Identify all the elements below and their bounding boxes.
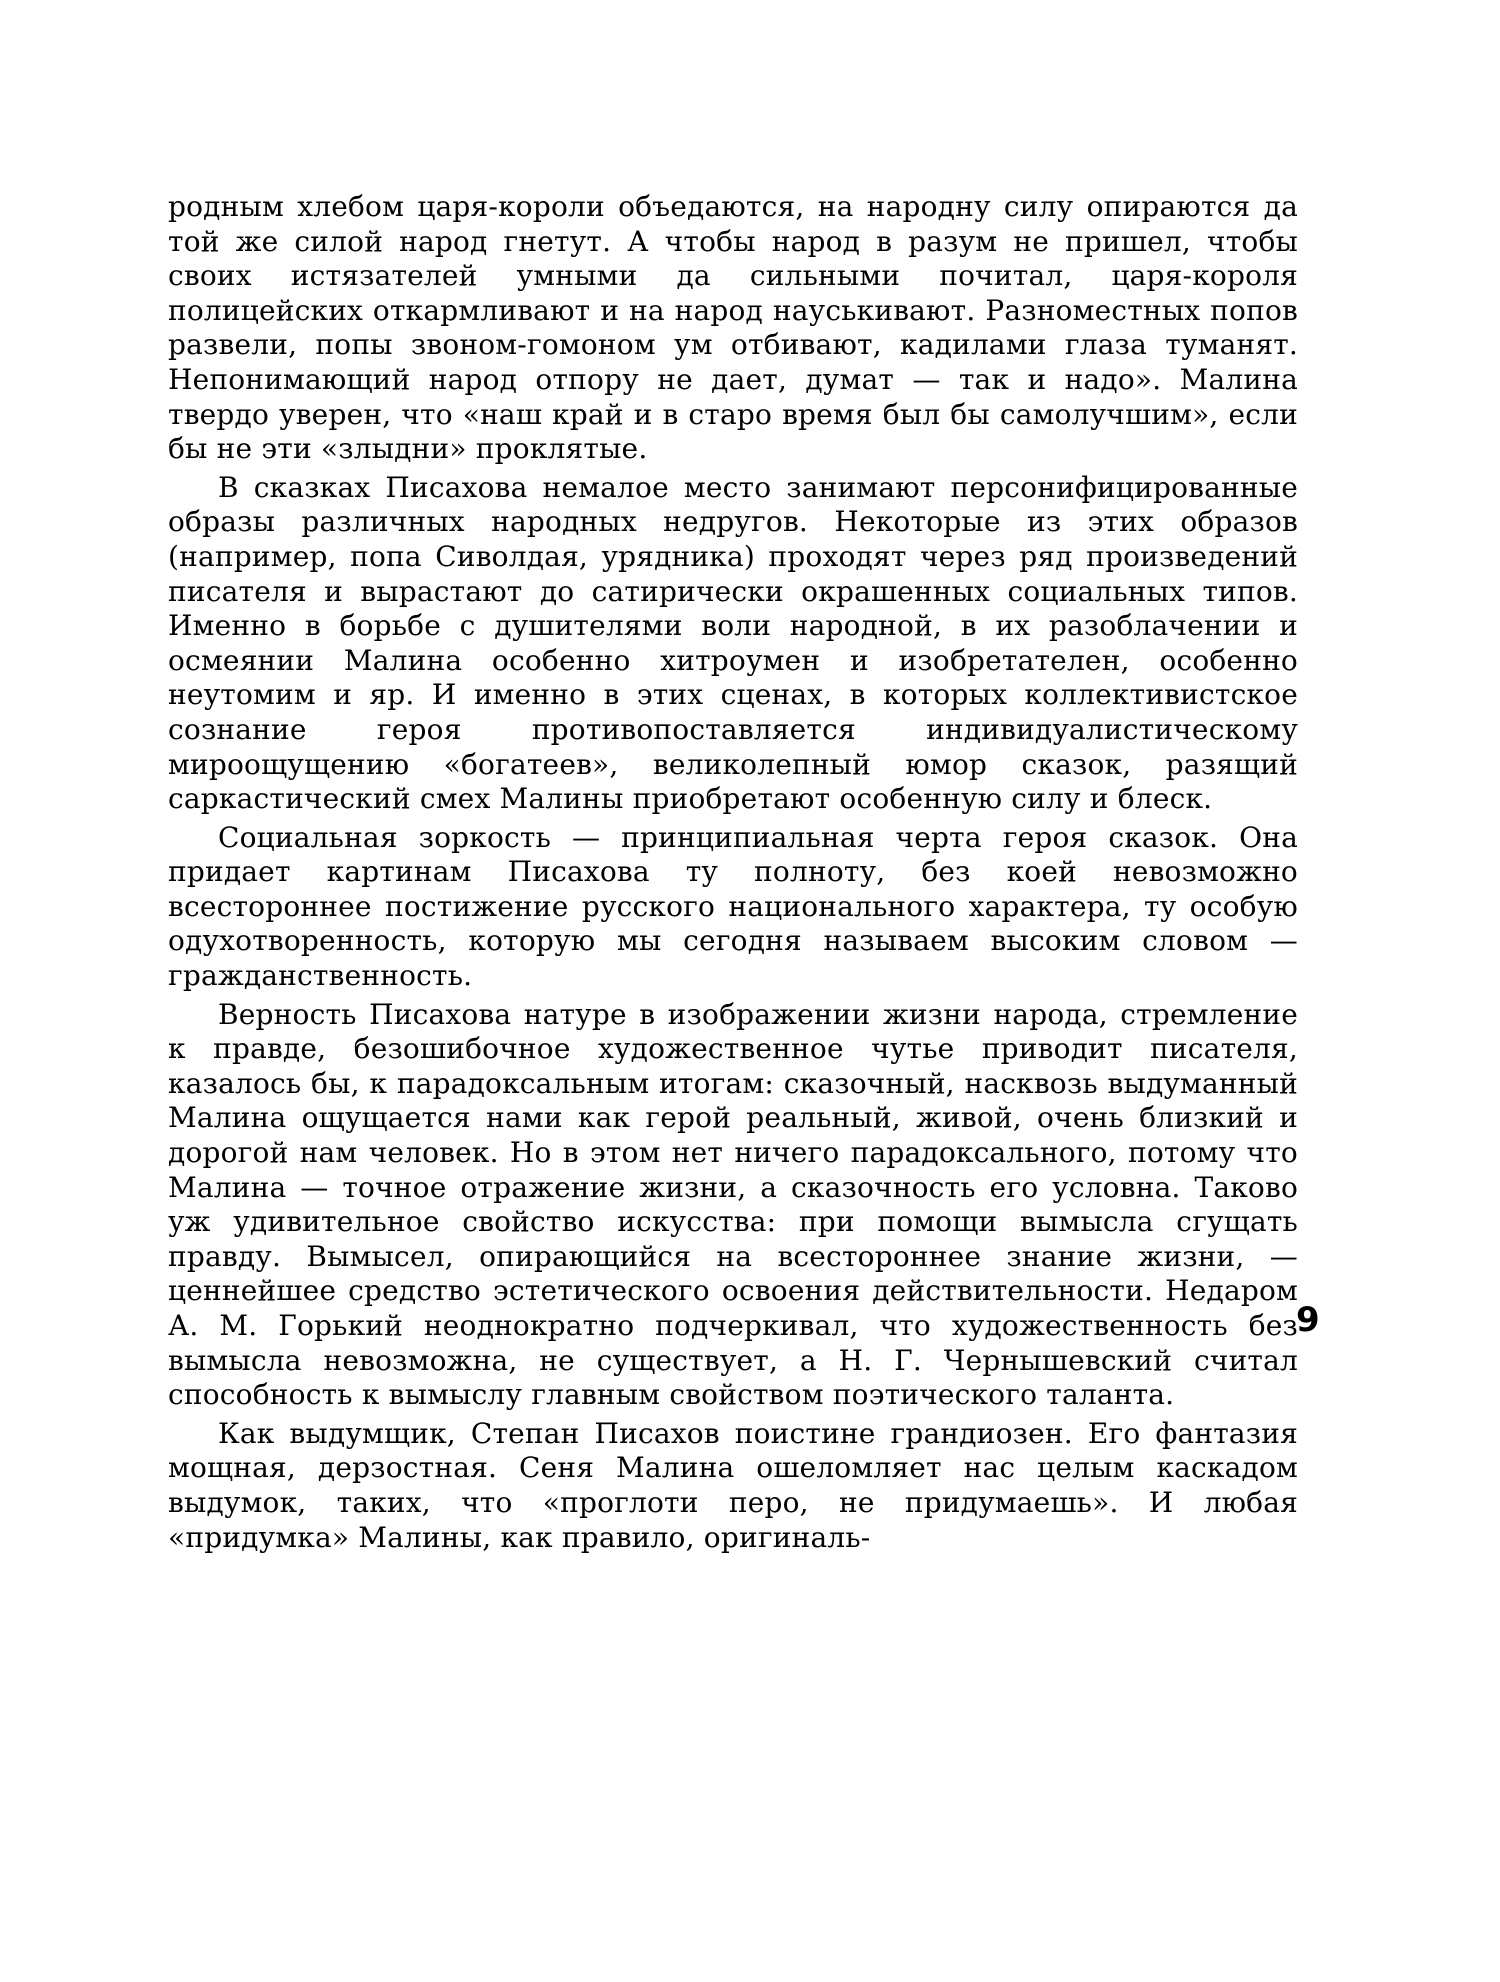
paragraph-4: Верность Писахова натуре в изображении жизни народа, стремление к правде, безошибочное художественное чутье приводит писателя, казалось бы, к парадоксальным итогам: сказочный, насквозь выдуманный Малина ощущается нами как герой реальный, живой, очень близкий и дорогой нам человек. Но в этом нет ничего парадоксального, потому что Малина — точное отражение жизни, а сказочность его условна. Таково уж удивительное свойство искусства: при помощи вымысла сгущать правду. Вымысел, опирающийся на всестороннее знание жизни, — ценнейшее средство эстетического освоения действительности. Недаром А. М. Горький неоднократно подчеркивал, что художественность без вымысла невозможна, не существует, а Н. Г. Чернышевский считал способность к вымыслу главным свойством поэтического таланта.	[168, 997, 1298, 1412]
paragraph-1: родным хлебом царя-короли объедаются, на народну силу опираются да той же силой народ гнетут. А чтобы народ в разум не пришел, чтобы своих истязателей умными да сильными почитал, царя-короля полицейских откармливают и на народ науськивают. Разноместных попов развели, попы звоном-гомоном ум отбивают, кадилами глаза туманят. Непонимающий народ отпору не дает, думат — так и надо». Малина твердо уверен, что «наш край и в старо время был бы самолучшим», если бы не эти «злыдни» проклятые.	[168, 190, 1298, 466]
paragraph-5: Как выдумщик, Степан Писахов поистине грандиозен. Его фантазия мощная, дерзостная. Сеня Малина ошеломляет нас целым каскадом выдумок, таких, что «проглоти перо, не придумаешь». И любая «придумка» Малины, как правило, оригиналь-	[168, 1416, 1298, 1554]
paragraph-2: В сказках Писахова немалое место занимают персонифицированные образы различных народных недругов. Некоторые из этих образов (например, попа Сиволдая, урядника) проходят через ряд произведений писателя и вырастают до сатирически окрашенных социальных типов. Именно в борьбе с душителями воли народной, в их разоблачении и осмеянии Малина особенно хитроумен и изобретателен, особенно неутомим и яр. И именно в этих сценах, в которых коллективистское сознание героя противопоставляется индивидуалистическому мироощущению «богатеев», великолепный юмор сказок, разящий саркастический смех Малины приобретают особенную силу и блеск.	[168, 470, 1298, 816]
page-number: 9	[1296, 1300, 1320, 1340]
body-text	[168, 190, 1298, 1559]
paragraph-3: Социальная зоркость — принципиальная черта героя сказок. Она придает картинам Писахова ту полноту, без коей невозможно всестороннее постижение русского национального характера, ту особую одухотворенность, которую мы сегодня называем высоким словом — гражданственность.	[168, 820, 1298, 993]
